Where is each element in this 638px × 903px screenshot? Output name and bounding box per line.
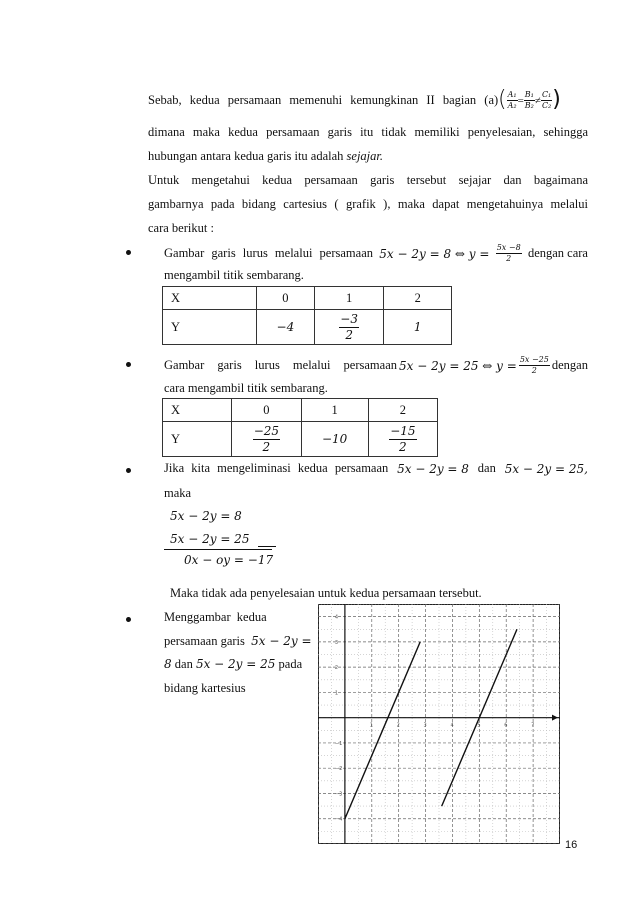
bullet3-line2: maka <box>164 486 192 500</box>
y-tick-label: 1 <box>334 690 339 697</box>
minus-sign <box>258 546 276 547</box>
ratio-condition: ( $\frac{\text{A₁}}{\text{A₂}}$ = $\frac{\text{B₁}}{\text{B₂}}$ ≠ $\frac{\text{C₁}}{\text{C₂}}$ ) <box>498 87 561 112</box>
bullet-dot <box>126 362 131 367</box>
bullet4-line1: Menggambar kedua <box>164 610 267 624</box>
y-tick-label: −4 <box>334 816 343 823</box>
y-tick-label: 2 <box>334 665 339 672</box>
table-row: X 0 1 2 <box>163 287 452 310</box>
x-tick-label: 7 <box>531 722 535 729</box>
elim-result: 0x − oy = −17 <box>184 553 274 567</box>
para1-line2: hubungan antara kedua garis itu adalah sejajar. <box>148 149 384 163</box>
elim-row2: 5x − 2y = 25 <box>170 532 250 546</box>
bullet2-text: Gambar garis lurus melalui persamaan 5x − 2y = 25 ⇔ y = $\frac{5x -25}{2}$ dengan <box>164 355 588 375</box>
y-tick-label: −3 <box>334 791 343 798</box>
bullet-dot <box>126 468 131 473</box>
page-number: 16 <box>565 839 578 851</box>
x-tick-label: 4 <box>450 722 454 729</box>
conclusion: Maka tidak ada penyelesaian untuk kedua persamaan tersebut. <box>170 586 482 600</box>
para1-line1: dimana maka kedua persamaan garis itu tidak memiliki penyelesaian, sehingga <box>148 125 588 139</box>
bullet2-line2: cara mengambil titik sembarang. <box>164 381 328 395</box>
x-tick-label: 2 <box>396 722 400 729</box>
y-tick-label: 3 <box>334 639 339 646</box>
bullet-dot <box>126 617 131 622</box>
table-row: Y $\frac{-25}{2}$ −10 $\frac{-15}{2}$ <box>163 422 438 457</box>
table-row: X 0 1 2 <box>163 399 438 422</box>
elim-row1: 5x − 2y = 8 <box>170 509 242 523</box>
y-tick-label: 4 <box>334 614 339 621</box>
para2-line1: Untuk mengetahui kedua persamaan garis tersebut sejajar dan bagaimana <box>148 173 588 187</box>
x-tick-label: 5 <box>477 722 481 729</box>
bullet3-text: Jika kita mengeliminasi kedua persamaan 5x − 2y = 8 dan 5x − 2y = 25, <box>164 461 588 476</box>
bullet1-line2: mengambil titik sembarang. <box>164 268 304 282</box>
bullet4-line2: persamaan garis 5x − 2y = <box>164 634 312 648</box>
emphasis-sejajar: sejajar. <box>346 149 384 163</box>
para2-line3: cara berikut : <box>148 221 214 235</box>
y-tick-label: −1 <box>334 740 343 747</box>
x-tick-label: 1 <box>369 722 373 729</box>
y-tick-label: −2 <box>334 766 343 773</box>
table-1 <box>162 286 452 345</box>
x-tick-label: 6 <box>504 722 508 729</box>
x-tick-label: 3 <box>423 722 427 729</box>
bullet1-text: Gambar garis lurus melalui persamaan 5x − 2y = 8 ⇔ y = $\frac{5x -8}{2}$ dengan cara <box>164 243 588 263</box>
bullet4-line3: 8 dan 5x − 2y = 25 pada <box>164 657 303 671</box>
table-row: Y −4 $\frac{-3}{2}$ 1 <box>163 310 452 345</box>
bullet4-line4: bidang kartesius <box>164 681 246 695</box>
bullet-dot <box>126 250 131 255</box>
x-axis-arrow <box>552 715 558 721</box>
para2-line2: gambarnya pada bidang cartesius ( grafik ), maka dapat mengetahuinya melalui <box>148 197 588 211</box>
elim-rule <box>164 549 272 550</box>
cartesian-graph <box>318 604 560 844</box>
table-2 <box>162 398 438 457</box>
intro-line: Sebab, kedua persamaan memenuhi kemungkinan II bagian (a) <box>148 93 499 107</box>
